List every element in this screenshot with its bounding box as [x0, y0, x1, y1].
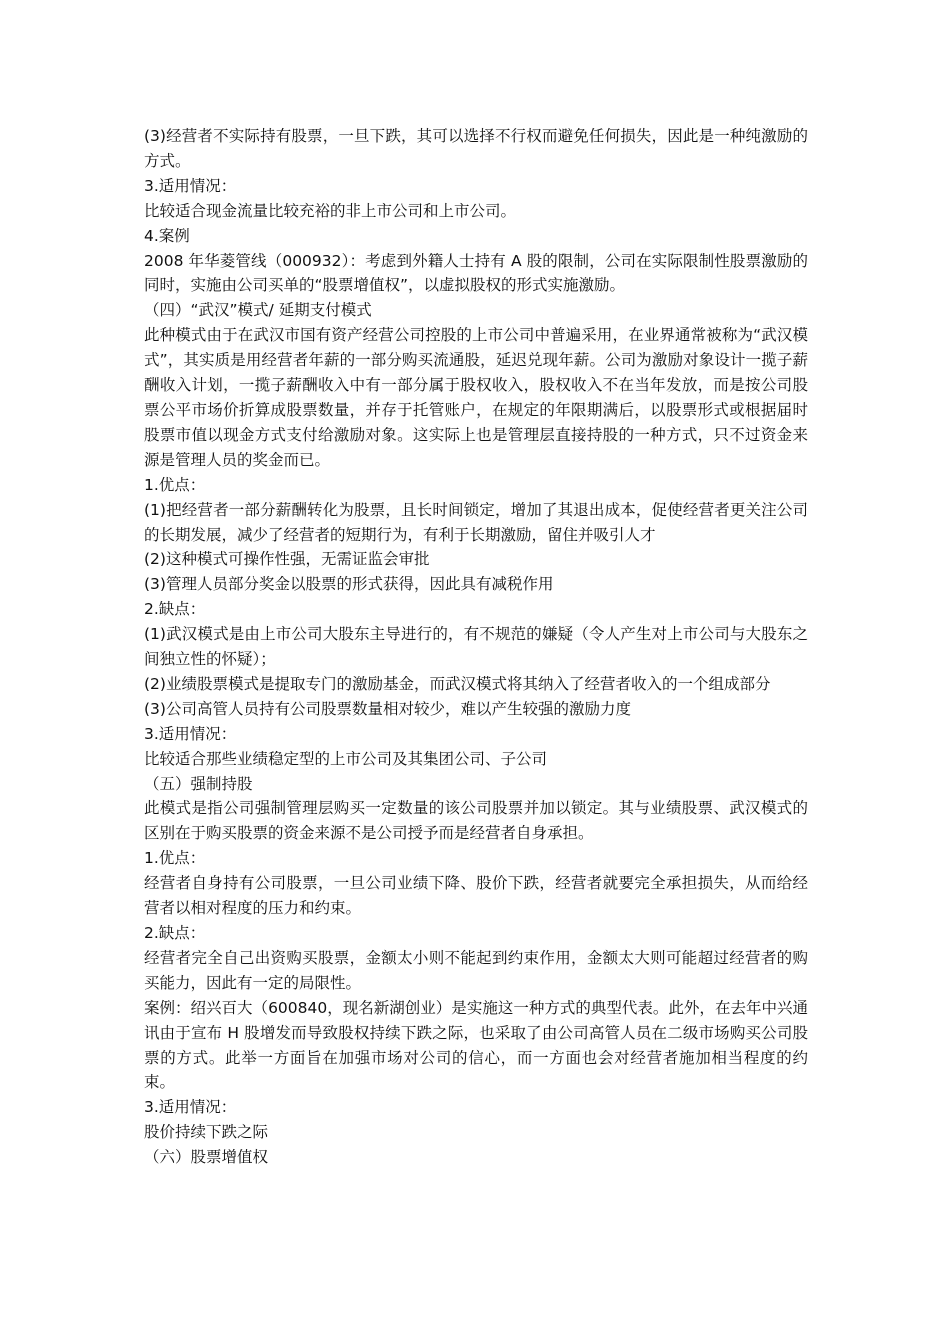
heading-applicability: 3.适用情况： — [144, 176, 237, 195]
section-title-stock-appreciation-rights: （六）股票增值权 — [144, 1148, 269, 1167]
disadvantage-item-3: (3)公司高管人员持有公司股票数量相对较少，难以产生较强的激励力度 — [144, 699, 631, 718]
paragraph-case-shaoxing: 案例：绍兴百大（600840，现名新湖创业）是实施这一种方式的典型代表。此外，在去年中兴通讯由于宣布 H 股增发而导致股权持续下跌之际，也采取了由公司高管人员在二级市场购买公司股票的方式。此举一方面旨在加强市场对公司的信心，而一方面也会对经营者施加相当程度的约束。 — [144, 998, 808, 1092]
paragraph-mandatory-holding: 此模式是指公司强制管理层购买一定数量的该公司股票并加以锁定。其与业绩股票、武汉模式的区别在于购买股票的资金来源不是公司授予而是经营者自身承担。 — [144, 799, 808, 843]
heading-disadvantages: 2.缺点： — [144, 600, 206, 619]
paragraph-advantages-2: 经营者自身持有公司股票，一旦公司业绩下降、股价下跌，经营者就要完全承担损失，从而给经营者以相对程度的压力和约束。 — [144, 874, 808, 918]
heading-advantages-2: 1.优点： — [144, 849, 206, 868]
paragraph-applicability-3: 股价持续下跌之际 — [144, 1123, 269, 1142]
heading-applicability-3: 3.适用情况： — [144, 1098, 237, 1117]
advantage-item-2: (2)这种模式可操作性强，无需证监会审批 — [144, 550, 430, 569]
paragraph-applicability-2: 比较适合那些业绩稳定型的上市公司及其集团公司、子公司 — [144, 749, 548, 768]
heading-case: 4.案例 — [144, 226, 190, 245]
paragraph-disadvantages-2: 经营者完全自己出资购买股票，金额太小则不能起到约束作用，金额太大则可能超过经营者的购买能力，因此有一定的局限性。 — [144, 948, 808, 992]
disadvantage-item-1: (1)武汉模式是由上市公司大股东主导进行的，有不规范的嫌疑（令人产生对上市公司与大股东之间独立性的怀疑）； — [144, 625, 808, 669]
section-title-wuhan-mode: （四）“武汉”模式/ 延期支付模式 — [144, 301, 372, 320]
document-body — [144, 124, 808, 1170]
heading-advantages: 1.优点： — [144, 475, 206, 494]
heading-disadvantages-2: 2.缺点： — [144, 924, 206, 942]
advantage-item-1: (1)把经营者一部分薪酬转化为股票，且长时间锁定，增加了其退出成本，促使经营者更关注公司的长期发展，减少了经营者的短期行为，有利于长期激励，留住并吸引人才 — [144, 500, 808, 544]
paragraph-case-hualing: 2008 年华菱管线（000932）：考虑到外籍人士持有 A 股的限制，公司在实际限制性股票激励的同时，实施由公司买单的“股票增值权”，以虚拟股权的形式实施激励。 — [144, 251, 808, 295]
heading-applicability-2: 3.适用情况： — [144, 724, 237, 743]
paragraph-wuhan-mode: 此种模式由于在武汉市国有资产经营公司控股的上市公司中普遍采用，在业界通常被称为“武汉模式”，其实质是用经营者年薪的一部分购买流通股，延迟兑现年薪。公司为激励对象设计一揽子薪酬收入计划，一揽子薪酬收入中有一部分属于股权收入，股权收入不在当年发放，而是按公司股票公平市场价折算成股票数量，并存于托管账户，在规定的年限期满后，以股票形式或根据届时股票市值以现金方式支付给激励对象。这实际上也是管理层直接持股的一种方式，只不过资金来源是管理人员的奖金而已。 — [144, 326, 808, 469]
paragraph-pure-incentive: (3)经营者不实际持有股票，一旦下跌，其可以选择不行权而避免任何损失，因此是一种纯激励的方式。 — [144, 127, 808, 170]
paragraph-applicability: 比较适合现金流量比较充裕的非上市公司和上市公司。 — [144, 201, 517, 220]
advantage-item-3: (3)管理人员部分奖金以股票的形式获得，因此具有减税作用 — [144, 575, 554, 594]
section-title-mandatory-holding: （五）强制持股 — [144, 774, 253, 793]
disadvantage-item-2: (2)业绩股票模式是提取专门的激励基金，而武汉模式将其纳入了经营者收入的一个组成部分 — [144, 674, 771, 693]
